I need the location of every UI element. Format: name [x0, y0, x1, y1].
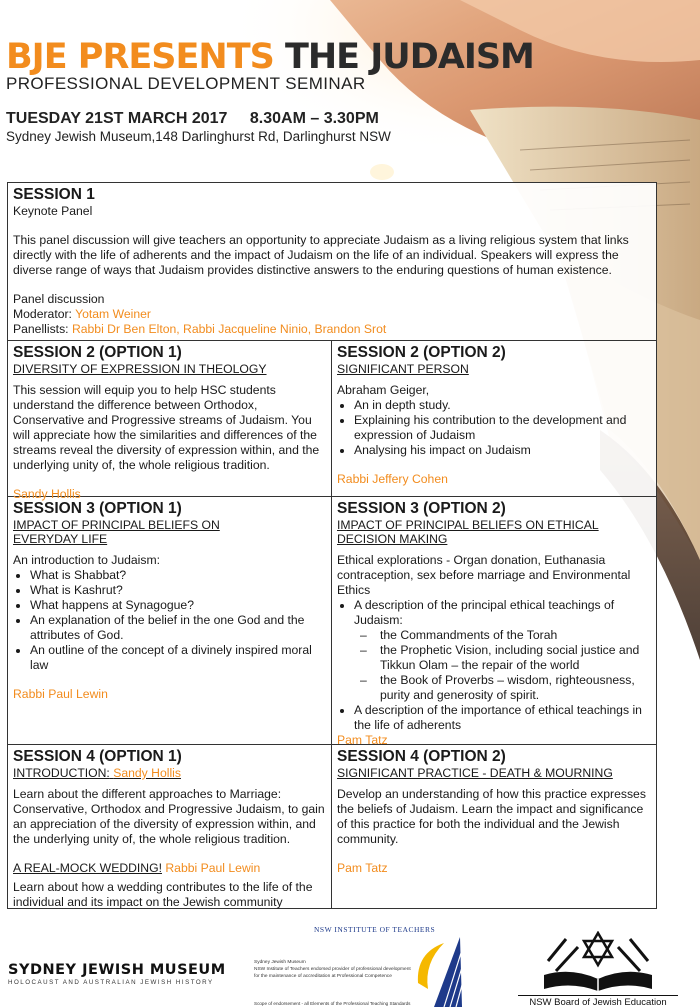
session-3a-subtitle: [13, 518, 326, 546]
session-2a-presenter: Sandy Hollis: [13, 487, 81, 501]
sjm-tagline: HOLOCAUST AND AUSTRALIAN JEWISH HISTORY: [8, 979, 214, 986]
session-1-cell: [8, 183, 656, 340]
session-1-subtitle: Keynote Panel: [13, 204, 93, 218]
list-item: • An outline of the concept of a divinely inspired moral law: [30, 643, 326, 673]
session-2b-cell: [332, 341, 656, 496]
session-3b-list: [337, 598, 651, 733]
session-4a-part2-title: A REAL-MOCK WEDDING!: [13, 861, 162, 875]
list-item: – the Prophetic Vision, including social justice and Tikkun Olam – the repair of the world: [380, 643, 651, 673]
session-3b-dash-list: [354, 628, 651, 703]
session-3b-intro: Ethical explorations - Organ donation, Euthanasia contraception, sex before marriage and Environmental Ethics: [337, 553, 631, 597]
nsw-title: NSW INSTITUTE OF TEACHERS: [314, 925, 436, 934]
list-item: – the Commandments of the Torah: [380, 628, 651, 643]
session-1-body: This panel discussion will give teachers an opportunity to appreciate Judaism as a living religious system that links directly with the life of adherents and the impact of Judaism on the life of an individual. Speakers will express the diverse range of ways that Judaism provides distinctive answers to the enduring questions of human existence.: [13, 233, 629, 277]
session-2b-presenter: Rabbi Jeffery Cohen: [337, 472, 448, 486]
session-3a-intro: An introduction to Judaism:: [13, 553, 161, 567]
session-3a-subtitle-line1: IMPACT OF PRINCIPAL BELIEFS ON: [13, 518, 220, 532]
session-4a-part2-body: Learn about how a wedding contributes to the life of the individual and its impact on the Jewish community: [13, 880, 313, 909]
session-4a-part2-heading: [13, 861, 326, 876]
title-dark: THE JUDAISM: [284, 37, 534, 77]
session-4b-presenter: Pam Tatz: [337, 861, 388, 875]
session-4b-body: Develop an understanding of how this practice expresses the beliefs of Judaism. Learn the impact and significance of this practice for both the individual and the Jewish community.: [337, 787, 646, 846]
session-3a-subtitle-line2: EVERYDAY LIFE: [13, 532, 108, 546]
moderator-name: Yotam Weiner: [75, 307, 151, 321]
panellists-line: [13, 322, 651, 337]
session-2b-subtitle: SIGNIFICANT PERSON: [337, 362, 469, 376]
list-item: • An in depth study.: [354, 398, 651, 413]
nsw-institute-logo: [254, 919, 464, 1007]
list-item: • What is Kashrut?: [30, 583, 326, 598]
session-3b-cell: [332, 497, 656, 747]
list-item: • Analysing his impact on Judaism: [354, 443, 651, 458]
bje-logo: [518, 915, 678, 1007]
panellists-label: Panellists:: [13, 322, 69, 336]
session-3b-bullet-1: A description of the principal ethical teachings of Judaism:: [354, 598, 615, 627]
moderator-label: Moderator:: [13, 307, 72, 321]
page-subtitle: PROFESSIONAL DEVELOPMENT SEMINAR: [6, 74, 366, 93]
nsw-line-3: for the maintenance of accreditation at Professional Competence: [254, 974, 392, 979]
session-3a-presenter: Rabbi Paul Lewin: [13, 687, 108, 701]
session-3b-subtitle: [337, 518, 651, 546]
session-3a-list: [13, 568, 326, 673]
header: [6, 38, 534, 144]
title-orange: BJE PRESENTS: [6, 37, 274, 77]
session-2a-subtitle: DIVERSITY OF EXPRESSION IN THEOLOGY: [13, 362, 267, 376]
nsw-line-1: Sydney Jewish Museum: [254, 960, 306, 965]
session-2b-list: [337, 398, 651, 458]
nsw-line-2: NSW Institute of Teachers endorsed provider of professional development: [254, 967, 411, 972]
session-4a-part2-presenter: Rabbi Paul Lewin: [165, 861, 261, 875]
session-4a-subtitle: [13, 766, 326, 780]
sjm-name: SYDNEY JEWISH MUSEUM: [8, 962, 226, 978]
session-4b-subtitle: SIGNIFICANT PRACTICE - DEATH & MOURNING: [337, 766, 613, 780]
bje-label: NSW Board of Jewish Education: [518, 995, 678, 1008]
nsw-text: [254, 959, 444, 980]
session-3a-title: SESSION 3 (OPTION 1): [13, 500, 182, 517]
panellists-names: Rabbi Dr Ben Elton, Rabbi Jacqueline Ninio, Brandon Srot: [71, 322, 387, 336]
session-4a-cell: [8, 745, 332, 908]
list-item: [354, 598, 651, 703]
session-row-4: [8, 744, 656, 908]
session-2b-intro: Abraham Geiger,: [337, 383, 430, 397]
sydney-jewish-museum-logo: [8, 962, 226, 986]
date-line: [6, 110, 534, 128]
session-4a-title: SESSION 4 (OPTION 1): [13, 748, 182, 765]
list-item: • What is Shabbat?: [30, 568, 326, 583]
session-2a-cell: [8, 341, 332, 501]
session-3b-presenter: Pam Tatz: [337, 733, 388, 747]
moderator-line: [13, 307, 651, 322]
session-4a-body: Learn about the different approaches to Marriage: Conservative, Orthodox and Progressive Judaism, to gain an appreciation of the diversity of expression within, and the underlying unity of, the whole religious tradition.: [13, 787, 325, 846]
page-title: [6, 38, 534, 76]
nsw-fine-print: Scope of endorsement - all Elements of the Professional Teaching Standards: [254, 1001, 411, 1006]
session-3a-cell: [8, 497, 332, 744]
session-row-1: [8, 183, 656, 340]
session-row-3: [8, 496, 656, 747]
event-venue: Sydney Jewish Museum,148 Darlinghurst Rd, Darlinghurst NSW: [6, 129, 391, 144]
event-date: TUESDAY 21ST MARCH 2017: [6, 110, 228, 127]
session-2a-body: This session will equip you to help HSC students understand the difference between Orthodox, Conservative and Progressive streams of Judaism. You will appreciate how the similarities and differences of the streams reveal the diversity of expression within, and the underlying unity of, the whole religious tradition.: [13, 383, 320, 472]
session-2b-title: SESSION 2 (OPTION 2): [337, 344, 506, 361]
session-row-2: [8, 340, 656, 501]
session-4b-title: SESSION 4 (OPTION 2): [337, 748, 506, 765]
footer: [0, 915, 700, 1007]
session-2a-title: SESSION 2 (OPTION 1): [13, 344, 182, 361]
session-table: [7, 182, 657, 909]
list-item: • Explaining his contribution to the development and expression of Judaism: [354, 413, 651, 443]
list-item: • An explanation of the belief in the one God and the attributes of God.: [30, 613, 326, 643]
session-3b-title: SESSION 3 (OPTION 2): [337, 500, 506, 517]
event-time: 8.30AM – 3.30PM: [249, 110, 379, 127]
session-3b-subtitle-line1: IMPACT OF PRINCIPAL BELIEFS ON ETHICAL: [337, 518, 599, 532]
list-item: • A description of the importance of ethical teachings in the life of adherents: [354, 703, 651, 733]
session-4b-cell: [332, 745, 656, 908]
session-1-title: SESSION 1: [13, 186, 95, 203]
list-item: • What happens at Synagogue?: [30, 598, 326, 613]
session-4a-subtitle-presenter: Sandy Hollis: [113, 766, 181, 780]
list-item: – the Book of Proverbs – wisdom, righteousness, purity and generosity of spirit.: [380, 673, 651, 703]
session-3b-subtitle-line2: DECISION MAKING: [337, 532, 448, 546]
star-of-david-book-icon: [538, 931, 658, 993]
panel-label: Panel discussion: [13, 292, 105, 306]
session-4a-subtitle-text: INTRODUCTION:: [13, 766, 110, 780]
